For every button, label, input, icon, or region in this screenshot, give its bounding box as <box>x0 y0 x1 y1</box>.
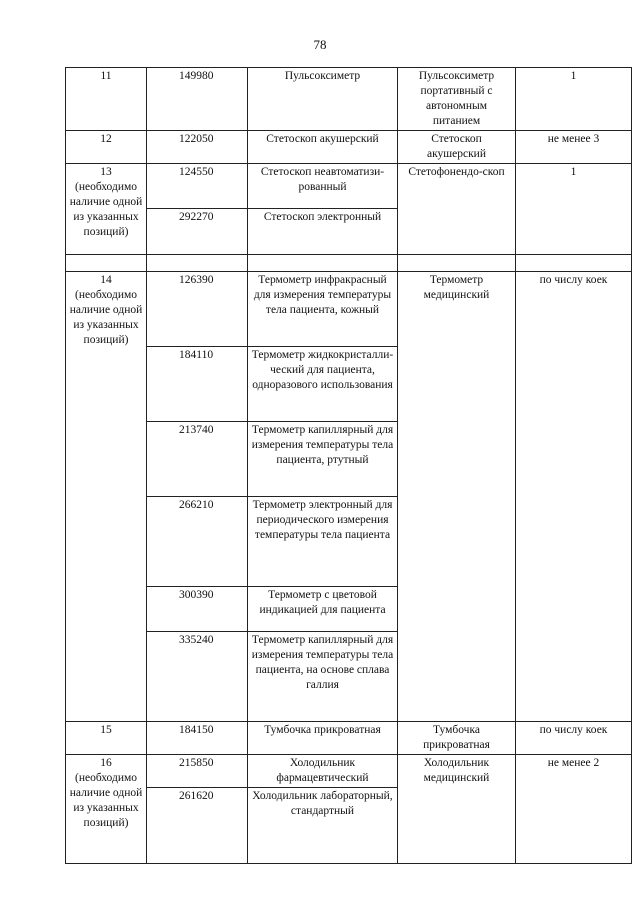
nomenclature-code: 126390 <box>147 272 248 347</box>
equipment-table <box>65 67 632 864</box>
required-quantity: 1 <box>516 68 632 131</box>
required-quantity: не менее 2 <box>516 755 632 864</box>
nomenclature-code: 184150 <box>147 722 248 755</box>
product-name: Термометр электронный для периодического измерения температуры тела пациента <box>248 497 398 587</box>
position-number: 11 <box>66 68 147 131</box>
product-name: Стетоскоп акушерский <box>248 131 398 164</box>
required-quantity: не менее 3 <box>516 131 632 164</box>
table-row <box>66 722 632 755</box>
position-number: 16 (необходимо наличие одной из указанных позиций) <box>66 755 147 864</box>
product-name: Холодильник фармацевтический <box>248 755 398 788</box>
position-number: 13 (необходимо наличие одной из указанных позиций) <box>66 164 147 255</box>
nomenclature-code: 149980 <box>147 68 248 131</box>
required-quantity: по числу коек <box>516 272 632 722</box>
nomenclature-code: 261620 <box>147 788 248 864</box>
table-row <box>66 755 632 788</box>
product-name: Пульсоксиметр <box>248 68 398 131</box>
position-number: 14 (необходимо наличие одной из указанных позиций) <box>66 272 147 722</box>
position-number: 15 <box>66 722 147 755</box>
product-name: Термометр инфракрасный для измерения температуры тела пациента, кожный <box>248 272 398 347</box>
nomenclature-code: 213740 <box>147 422 248 497</box>
nomenclature-code: 300390 <box>147 587 248 632</box>
table-spacer-row <box>66 255 632 272</box>
product-name: Холодильник лабораторный, стандартный <box>248 788 398 864</box>
nomenclature-code: 292270 <box>147 209 248 255</box>
product-name: Стетоскоп неавтоматизи-рованный <box>248 164 398 209</box>
product-name: Термометр капиллярный для измерения температуры тела пациента, ртутный <box>248 422 398 497</box>
product-name: Термометр с цветовой индикацией для пациента <box>248 587 398 632</box>
nomenclature-code: 124550 <box>147 164 248 209</box>
page-number: 78 <box>313 37 327 52</box>
equipment-type: Термометр медицинский <box>398 272 516 722</box>
product-name: Тумбочка прикроватная <box>248 722 398 755</box>
product-name: Термометр жидкокристалли-ческий для пациента, одноразового использования <box>248 347 398 422</box>
table-row <box>66 68 632 131</box>
nomenclature-code: 215850 <box>147 755 248 788</box>
position-number: 12 <box>66 131 147 164</box>
table-row <box>66 164 632 209</box>
required-quantity: по числу коек <box>516 722 632 755</box>
required-quantity: 1 <box>516 164 632 255</box>
nomenclature-code: 335240 <box>147 632 248 722</box>
equipment-type: Холодильник медицинский <box>398 755 516 864</box>
table-row <box>66 131 632 164</box>
nomenclature-code: 122050 <box>147 131 248 164</box>
nomenclature-code: 184110 <box>147 347 248 422</box>
equipment-type: Стетофонендо-скоп <box>398 164 516 255</box>
equipment-type: Пульсоксиметр портативный с автономным питанием <box>398 68 516 131</box>
equipment-type: Стетоскоп акушерский <box>398 131 516 164</box>
product-name: Термометр капиллярный для измерения температуры тела пациента, на основе сплава галлия <box>248 632 398 722</box>
equipment-type: Тумбочка прикроватная <box>398 722 516 755</box>
nomenclature-code: 266210 <box>147 497 248 587</box>
product-name: Стетоскоп электронный <box>248 209 398 255</box>
table-row <box>66 272 632 347</box>
